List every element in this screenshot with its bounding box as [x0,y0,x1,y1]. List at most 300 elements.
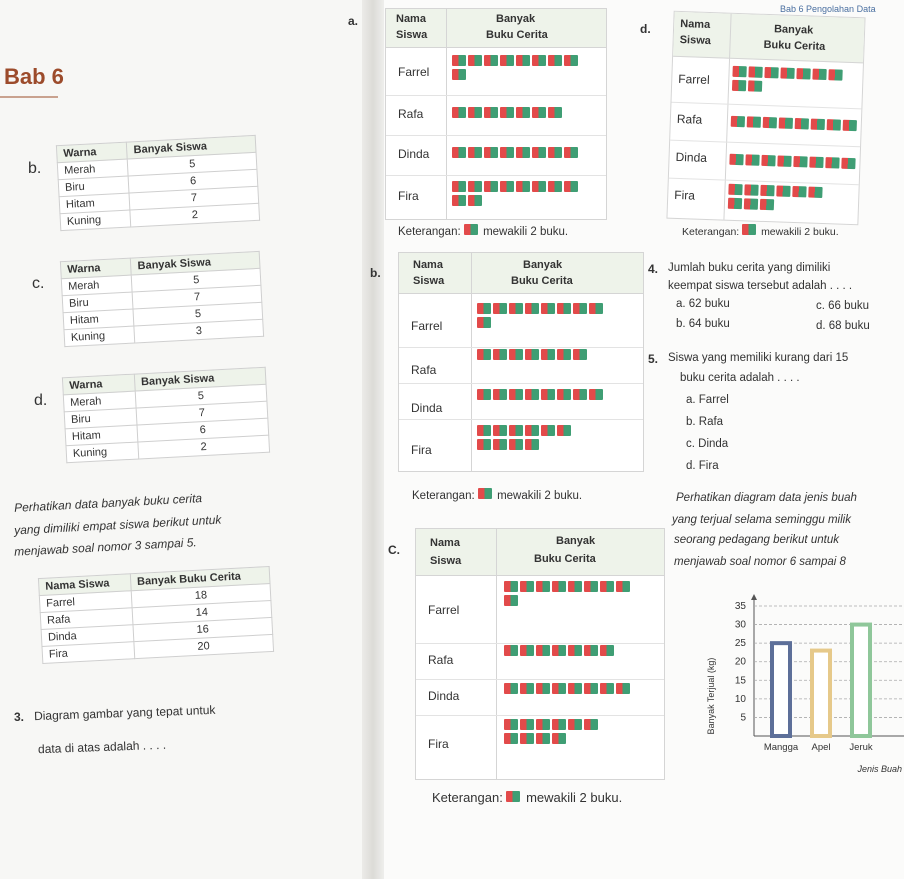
cell: Hitam [65,425,138,446]
intro-line: menjawab soal nomor 3 sampai 5. [13,535,198,559]
q5-option[interactable]: c. Dinda [686,438,729,450]
intro2-line: yang terjual selama seminggu milik [672,514,851,526]
book-icon [808,187,822,198]
book-icon [548,147,562,158]
x-tick-label: Mangga [763,742,799,753]
book-icon [468,107,482,118]
cell: Hitam [59,193,130,214]
col-header: Banyak Siswa [131,251,260,275]
book-icon [761,155,775,166]
cell: Hitam [63,309,134,330]
legend-suffix: mewakili 2 buku. [483,226,569,238]
book-icon [777,155,791,166]
book-icon [504,683,518,694]
book-icon [600,645,614,656]
book-icon [764,67,778,78]
book-icon [477,389,491,400]
book-icon [744,198,758,209]
picto-row [399,419,643,471]
y-tick-label: 10 [734,693,746,705]
book-icon [760,185,774,196]
cell: Kuning [60,210,131,231]
book-icon [452,69,466,80]
book-icon [536,581,550,592]
book-icon [484,147,498,158]
book-icon [504,581,518,592]
row-name: Fira [428,737,449,751]
cell: Farrel [39,591,132,613]
bar [772,643,790,736]
icon-group [477,425,577,453]
book-icon [452,107,466,118]
book-icon [552,683,566,694]
q3-number: 3. [14,710,25,724]
cell: Merah [61,275,132,296]
picto-header [386,9,606,48]
picto-row [399,347,643,384]
book-icon [616,683,630,694]
book-icon [809,157,823,168]
book-icon [541,303,555,314]
book-icon [552,581,566,592]
picto-letter: b. [370,266,381,280]
picto-row [416,643,664,680]
col-header: Nama Siswa [38,574,131,596]
y-tick-label: 25 [734,638,746,650]
q5-option[interactable]: d. Fira [686,460,719,472]
option-table-b [56,135,260,231]
x-axis-label: Jenis Buah [857,764,902,774]
book-icon [493,349,507,360]
cell: 2 [130,203,259,227]
book-icon [742,224,756,235]
col-header: Warna [62,374,135,395]
chart-area [735,594,904,753]
header-text: Nama [680,17,711,31]
book-icon [484,107,498,118]
book-icon [564,147,578,158]
pictograph-c [415,528,665,780]
book-icon [520,683,534,694]
book-icon [557,389,571,400]
book-icon [589,389,603,400]
book-icon [493,425,507,436]
x-tick-label: Apel [811,742,831,753]
header-text: Banyak [556,535,596,547]
book-icon [729,154,743,165]
row-name: Fira [398,189,419,203]
book-icon [573,349,587,360]
q4-line: keempat siswa tersebut adalah . . . . [668,280,853,292]
icon-group [477,389,607,403]
intro2-line: Perhatikan diagram data jenis buah [676,492,857,504]
cell: 14 [132,600,272,624]
cell: 5 [132,268,261,292]
book-icon [827,119,841,130]
icon-group [729,154,863,173]
y-tick-label: 30 [734,619,746,631]
book-icon [509,389,523,400]
legend-c [432,790,622,805]
header-text: Nama [413,259,443,271]
book-icon [541,389,555,400]
intro-line: Perhatikan data banyak buku cerita [13,491,203,515]
icon-group [732,66,859,98]
book-icon [541,425,555,436]
book-gutter [362,0,384,879]
book-icon [796,68,810,79]
cell: 5 [133,302,262,326]
book-icon [573,389,587,400]
col-header: Warna [56,142,127,163]
row-name: Farrel [411,319,443,333]
row-name: Rafa [676,111,703,127]
book-icon [584,719,598,730]
intro-line: yang dimiliki empat siswa berikut untuk [13,512,222,538]
y-tick-label: 35 [734,601,746,612]
q4-option[interactable]: a. 62 buku [676,298,730,310]
book-icon [564,55,578,66]
header-text: Siswa [430,555,462,567]
header-text: Buku Cerita [534,553,596,565]
book-icon [464,224,478,235]
q3-line: data di atas adalah . . . . [37,737,167,757]
book-icon [504,733,518,744]
legend-suffix: mewakili 2 buku. [761,226,839,238]
row-name: Dinda [411,401,443,415]
header-text: Buku Cerita [511,275,573,287]
bar [852,625,870,736]
book-icon [477,439,491,450]
book-icon [493,439,507,450]
icon-group [731,116,861,135]
q4-option[interactable]: b. 64 buku [676,318,730,330]
icon-group [452,107,592,121]
book-icon [509,303,523,314]
book-icon [525,303,539,314]
pictograph-a [385,8,607,220]
icon-group [728,184,829,215]
q5-option[interactable]: b. Rafa [686,416,724,428]
book-icon [532,55,546,66]
book-icon [728,198,742,209]
option-table-d [62,367,270,464]
book-icon [520,581,534,592]
picto-letter: a. [348,14,359,28]
book-icon [616,581,630,592]
picto-row [386,175,606,219]
picto-row [416,679,664,716]
picto-row [386,47,606,96]
col-header: Warna [60,258,131,279]
book-icon [500,107,514,118]
book-icon [776,185,790,196]
y-axis-label: Banyak Terjual (kg) [706,657,716,735]
cell: Biru [58,176,129,197]
cell: Dinda [41,625,134,647]
book-icon [532,181,546,192]
x-tick-label: Jeruk [849,742,873,753]
cell: 3 [134,319,263,343]
option-table-c [60,251,264,347]
header-text: Buku Cerita [486,29,548,41]
book-icon [573,303,587,314]
icon-group [477,349,637,363]
intro2-line: menjawab soal nomor 6 sampai 8 [674,556,846,568]
fruit-bar-chart [690,588,904,778]
book-icon [552,719,566,730]
q4-number: 4. [648,262,659,276]
book-icon [468,55,482,66]
book-icon [520,719,534,730]
option-letter-d: d. [34,392,48,409]
book-icon [828,69,842,80]
legend-suffix: mewakili 2 buku. [526,790,623,805]
q4-option[interactable]: d. 68 buku [816,320,870,332]
book-icon [509,425,523,436]
col-header: Banyak Siswa [127,135,256,159]
bar [812,651,830,736]
book-icon [536,645,550,656]
intro2-line: seorang pedagang berikut untuk [674,534,839,546]
q3-line: Diagram gambar yang tepat untuk [33,702,216,724]
icon-group [504,645,664,659]
book-icon [484,55,498,66]
book-icon [504,719,518,730]
book-icon [793,156,807,167]
book-icon [564,181,578,192]
cell: 18 [131,583,271,607]
book-icon [509,439,523,450]
book-icon [548,107,562,118]
col-header: Banyak Siswa [134,367,266,391]
book-icon [600,683,614,694]
book-icon [493,389,507,400]
book-icon [584,581,598,592]
header-text: Siswa [396,29,428,41]
cell: 7 [129,186,258,210]
row-name: Farrel [428,603,460,617]
book-icon [825,157,839,168]
book-icon [552,645,566,656]
book-icon [452,181,466,192]
book-icon [557,303,571,314]
book-icon [811,119,825,130]
book-icon [520,645,534,656]
book-icon [504,595,518,606]
cell: Merah [63,391,136,412]
row-name: Farrel [398,65,430,79]
cell: 7 [132,285,261,309]
book-icon [568,719,582,730]
legend-d [682,224,839,238]
cell: 5 [135,384,267,408]
cell: Kuning [66,442,139,463]
icon-group [452,147,602,161]
book-icon [568,683,582,694]
header-text: Siswa [679,33,712,48]
book-icon [452,195,466,206]
book-icon [731,116,745,127]
row-name: Farrel [678,71,710,88]
running-header: Bab 6 Pengolahan Data [780,4,876,14]
icon-group [504,683,664,697]
icon-group [504,581,634,609]
header-text: Buku Cerita [763,38,826,54]
book-icon [792,186,806,197]
icon-group [477,303,607,331]
cell: Biru [64,408,137,429]
picto-letter: d. [640,22,651,36]
book-icon [841,158,855,169]
q5-option[interactable]: a. Farrel [686,394,729,406]
legend-prefix: Keterangan: [682,226,740,238]
book-icon [525,439,539,450]
book-icon [584,683,598,694]
header-text: Banyak [523,259,563,271]
book-icon [506,791,520,802]
picto-row [399,293,643,348]
cell: Biru [62,292,133,313]
q4-option[interactable]: c. 66 buku [816,300,870,312]
col-header: Banyak Buku Cerita [130,567,270,591]
book-icon [520,733,534,744]
y-axis-arrow [751,594,757,600]
pictograph-d [666,11,865,226]
picto-header [416,529,664,576]
book-icon [732,80,746,91]
book-icon [812,69,826,80]
book-icon [500,55,514,66]
legend-a [398,224,568,238]
book-icon [500,147,514,158]
book-icon [589,303,603,314]
book-icon [843,120,857,131]
book-icon [747,116,761,127]
book-icon [748,80,762,91]
picto-header [399,253,643,294]
cell: 5 [128,152,257,176]
q5-line: buku cerita adalah . . . . [680,372,800,384]
y-tick-label: 5 [740,712,746,724]
book-icon [525,389,539,400]
book-icon [516,107,530,118]
book-icon [541,349,555,360]
book-icon [748,66,762,77]
option-letter-c: c. [32,275,45,292]
legend-b [412,488,582,502]
book-icon [504,645,518,656]
icon-group [452,181,582,209]
row-name: Fira [411,443,432,457]
book-icon [779,117,793,128]
book-icon [509,349,523,360]
book-icon [548,181,562,192]
legend-prefix: Keterangan: [432,790,503,805]
book-icon [536,683,550,694]
book-icon [452,147,466,158]
book-icon [744,184,758,195]
book-icon [477,425,491,436]
cell: 7 [136,401,268,425]
chapter-label: Bab 6 [4,64,64,89]
book-icon [516,181,530,192]
book-icon [732,66,746,77]
book-icon [525,349,539,360]
book-icon [532,107,546,118]
book-icon [516,147,530,158]
book-icon [548,55,562,66]
book-icon [525,425,539,436]
book-icon [536,719,550,730]
row-name: Rafa [428,653,454,667]
book-icon [452,55,466,66]
book-icon [600,581,614,592]
icon-group [452,55,592,83]
book-icon [568,645,582,656]
q5-number: 5. [648,352,659,366]
picto-row [671,56,863,110]
book-icon [477,303,491,314]
option-letter-b: b. [28,160,42,177]
header-text: Nama [396,13,426,25]
cell: 6 [128,169,257,193]
q4-line: Jumlah buku cerita yang dimiliki [668,262,831,274]
chapter-underline [0,96,58,98]
book-icon [760,199,774,210]
book-icon [468,195,482,206]
row-name: Dinda [398,147,430,161]
row-name: Dinda [428,689,460,703]
book-icon [568,581,582,592]
picto-row [667,178,858,225]
book-icon [557,425,571,436]
row-name: Rafa [411,363,437,377]
book-icon [493,303,507,314]
book-icon [584,645,598,656]
cell: Kuning [64,326,135,347]
cell: 6 [137,418,269,442]
cell: Merah [57,159,128,180]
cell: 20 [134,634,274,658]
book-icon [532,147,546,158]
book-data-table [38,566,274,664]
row-name: Dinda [675,149,708,165]
row-name: Rafa [398,107,424,121]
row-name: Fira [674,187,696,203]
pictograph-b [398,252,644,472]
book-icon [516,55,530,66]
picto-row [416,715,664,779]
legend-prefix: Keterangan: [412,490,475,502]
book-icon [780,67,794,78]
book-icon [500,181,514,192]
book-icon [484,181,498,192]
picto-row [416,575,664,644]
book-icon [477,349,491,360]
y-tick-label: 15 [734,675,746,687]
book-icon [745,154,759,165]
book-icon [557,349,571,360]
header-text: Banyak [773,23,814,37]
book-icon [728,184,742,195]
book-icon [536,733,550,744]
header-text: Siswa [413,275,445,287]
legend-prefix: Keterangan: [398,226,461,238]
picto-header [673,12,864,64]
header-text: Banyak [496,13,536,25]
picto-letter: C. [388,543,400,557]
